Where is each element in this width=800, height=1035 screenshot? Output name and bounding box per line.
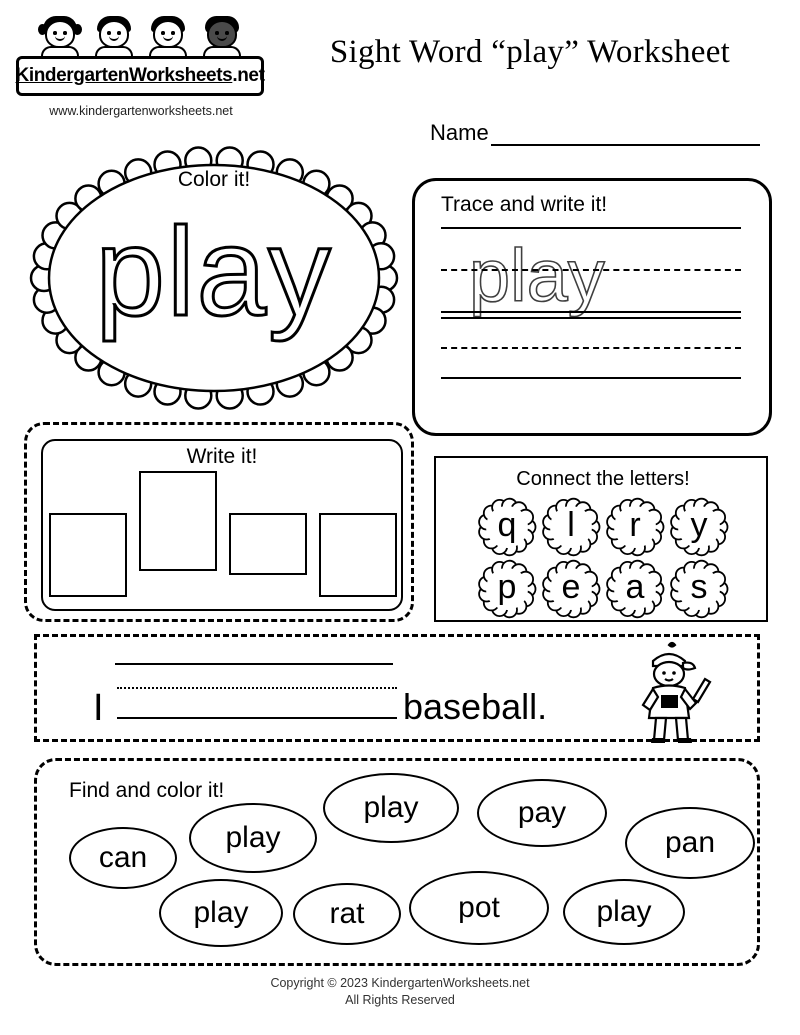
flower-row-1 [446,496,760,558]
find-and-color-section [34,758,760,966]
word-bubble[interactable] [625,807,755,879]
trace-ruled-line-2[interactable] [441,317,741,377]
word-bubble[interactable] [563,879,685,945]
flower-letter-text: s [690,568,708,606]
sentence-subject: I [93,687,104,729]
word-bubble[interactable] [159,879,283,947]
sentence-rest-text: baseball. [403,686,548,727]
name-label: Name [430,120,489,145]
write-it-letter-box-2[interactable] [139,471,217,571]
flower-letter-text: p [497,568,517,606]
flower-letter-text: l [567,506,575,544]
color-it-section [24,146,404,411]
flower-letter[interactable] [540,496,602,558]
flower-letter-text: a [625,568,645,606]
color-it-label: Color it! [177,168,251,191]
trace-ruled-line-1[interactable] [441,227,741,317]
page-title: Sight Word “play” Worksheet [329,34,731,70]
write-it-letter-box-4[interactable] [319,513,397,597]
page-header [0,0,800,145]
flower-letter[interactable] [604,496,666,558]
site-url: www.kindergartenworksheets.net [49,104,233,118]
flower-letter[interactable] [476,558,538,620]
word-bubble[interactable] [477,779,607,847]
flower-letter[interactable] [604,558,666,620]
sentence-solid-line[interactable] [117,717,397,719]
page-footer [0,975,800,1009]
footer-copyright: Copyright © 2023 KindergartenWorksheets.net [270,976,530,990]
sentence-dotted-line[interactable] [117,687,397,689]
logo-text-worksheets: Worksheets [128,65,233,86]
flower-letter[interactable] [476,496,538,558]
word-bubble[interactable] [189,803,317,873]
trace-and-write-section [412,178,772,436]
flower-letter[interactable] [540,558,602,620]
write-it-section [24,422,414,622]
word-bubble-text: can [98,841,148,874]
flower-letter-text: r [629,506,641,544]
sentence-write-line[interactable] [115,663,393,665]
trace-label: Trace and write it! [441,193,608,216]
word-bubble[interactable] [409,871,549,945]
write-it-label: Write it! [186,445,258,468]
logo-text-kindergarten: Kindergarten [15,65,129,86]
footer-rights: All Rights Reserved [345,993,455,1007]
flower-letter-text: y [690,506,708,544]
word-bubble-text: play [596,895,652,928]
flower-row-2 [446,558,760,620]
flower-letter[interactable] [668,496,730,558]
word-bubble[interactable] [323,773,459,843]
write-it-letter-box-1[interactable] [49,513,127,597]
flower-letter-grid [446,496,760,620]
word-bubble[interactable] [69,827,177,889]
trace-word-guide: play [469,234,605,317]
name-input-line[interactable] [491,126,760,146]
write-it-letter-box-3[interactable] [229,513,307,575]
connect-label: Connect the letters! [516,468,690,490]
site-logo[interactable] [16,16,264,96]
logo-wordmark [16,56,264,96]
word-bubble-text: play [225,821,281,854]
connect-the-letters-section [434,456,768,622]
word-bubble-text: play [363,791,419,824]
word-bubble-text: pot [458,891,500,924]
sentence-section [34,634,760,742]
find-and-color-label: Find and color it! [69,779,225,802]
word-bubble-text: pay [517,796,567,829]
word-bubble-text: pan [664,826,716,859]
name-field-row [430,120,760,146]
color-it-word: play [95,203,333,342]
flower-letter-text: q [497,506,517,544]
word-bubble-text: play [193,896,249,929]
flower-letter-text: e [561,568,581,606]
word-bubble[interactable] [293,883,401,945]
logo-text-net: .net [232,65,265,86]
flower-letter[interactable] [668,558,730,620]
word-bubble-text: rat [329,897,365,930]
baseball-player-icon [623,641,719,743]
